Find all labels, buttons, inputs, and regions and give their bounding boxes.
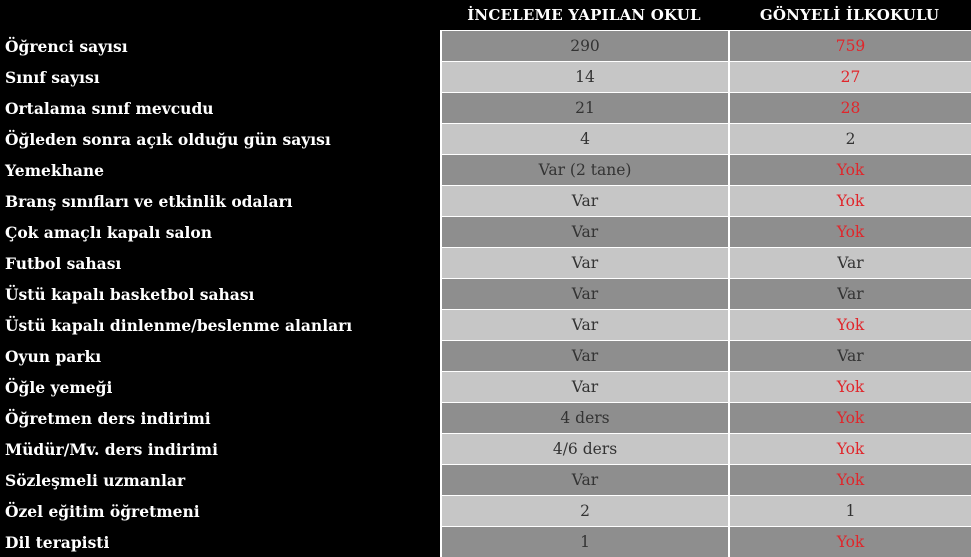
gonyeli-value: 1 bbox=[728, 495, 971, 526]
gonyeli-value: 759 bbox=[728, 30, 971, 61]
gonyeli-value: Var bbox=[728, 340, 971, 371]
inceleme-okul-value: 14 bbox=[440, 61, 728, 92]
inceleme-okul-value: Var bbox=[440, 464, 728, 495]
inceleme-okul-value: 4 ders bbox=[440, 402, 728, 433]
inceleme-okul-value: 4 bbox=[440, 123, 728, 154]
row-label: Öğrenci sayısı bbox=[0, 30, 440, 61]
row-label: Üstü kapalı basketbol sahası bbox=[0, 278, 440, 309]
gonyeli-value: Yok bbox=[728, 371, 971, 402]
row-label: Öğretmen ders indirimi bbox=[0, 402, 440, 433]
header-empty bbox=[0, 0, 440, 30]
inceleme-okul-value: 21 bbox=[440, 92, 728, 123]
row-label: Yemekhane bbox=[0, 154, 440, 185]
gonyeli-value: Yok bbox=[728, 216, 971, 247]
gonyeli-value: 28 bbox=[728, 92, 971, 123]
gonyeli-value: Yok bbox=[728, 185, 971, 216]
inceleme-okul-value: Var bbox=[440, 185, 728, 216]
row-label: Ortalama sınıf mevcudu bbox=[0, 92, 440, 123]
gonyeli-value: 2 bbox=[728, 123, 971, 154]
row-label: Sözleşmeli uzmanlar bbox=[0, 464, 440, 495]
row-label: Özel eğitim öğretmeni bbox=[0, 495, 440, 526]
row-label: Üstü kapalı dinlenme/beslenme alanları bbox=[0, 309, 440, 340]
row-label: Öğle yemeği bbox=[0, 371, 440, 402]
gonyeli-value: Yok bbox=[728, 154, 971, 185]
inceleme-okul-value: Var (2 tane) bbox=[440, 154, 728, 185]
inceleme-okul-value: Var bbox=[440, 247, 728, 278]
gonyeli-value: Var bbox=[728, 247, 971, 278]
gonyeli-value: Yok bbox=[728, 433, 971, 464]
row-label: Öğleden sonra açık olduğu gün sayısı bbox=[0, 123, 440, 154]
gonyeli-value: Yok bbox=[728, 309, 971, 340]
inceleme-okul-value: 4/6 ders bbox=[440, 433, 728, 464]
inceleme-okul-value: 2 bbox=[440, 495, 728, 526]
gonyeli-value: Var bbox=[728, 278, 971, 309]
gonyeli-value: Yok bbox=[728, 464, 971, 495]
inceleme-okul-value: Var bbox=[440, 371, 728, 402]
gonyeli-value: Yok bbox=[728, 402, 971, 433]
header-gonyeli-ilkokulu: GÖNYELİ İLKOKULU bbox=[728, 0, 971, 30]
row-label: Oyun parkı bbox=[0, 340, 440, 371]
inceleme-okul-value: Var bbox=[440, 278, 728, 309]
inceleme-okul-value: 290 bbox=[440, 30, 728, 61]
row-label: Futbol sahası bbox=[0, 247, 440, 278]
gonyeli-value: 27 bbox=[728, 61, 971, 92]
inceleme-okul-value: Var bbox=[440, 340, 728, 371]
row-label: Dil terapisti bbox=[0, 526, 440, 557]
header-inceleme-yapilan-okul: İNCELEME YAPILAN OKUL bbox=[440, 0, 728, 30]
row-label: Branş sınıfları ve etkinlik odaları bbox=[0, 185, 440, 216]
row-label: Müdür/Mv. ders indirimi bbox=[0, 433, 440, 464]
inceleme-okul-value: Var bbox=[440, 216, 728, 247]
row-label: Sınıf sayısı bbox=[0, 61, 440, 92]
row-label: Çok amaçlı kapalı salon bbox=[0, 216, 440, 247]
inceleme-okul-value: 1 bbox=[440, 526, 728, 557]
gonyeli-value: Yok bbox=[728, 526, 971, 557]
inceleme-okul-value: Var bbox=[440, 309, 728, 340]
